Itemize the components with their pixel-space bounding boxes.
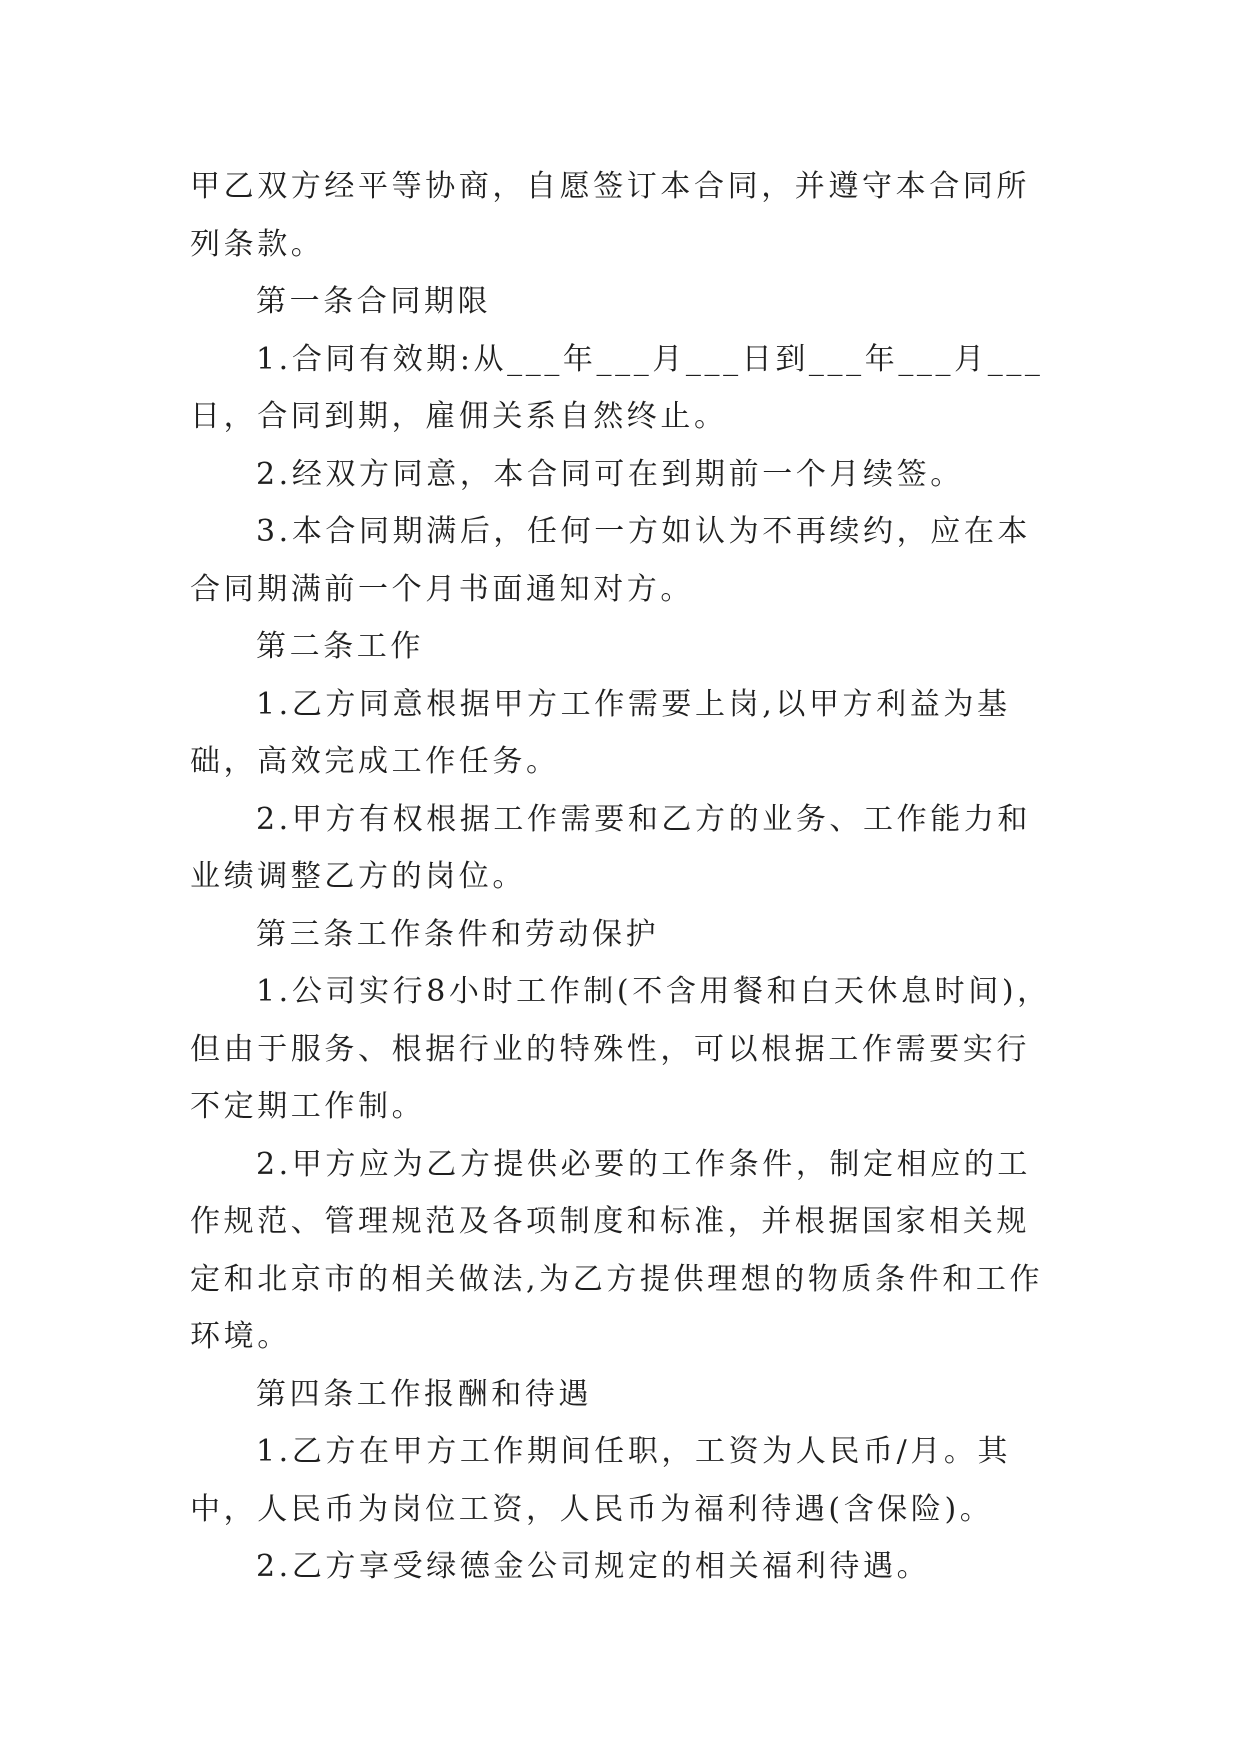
- heading-article-2: 第二条工作: [256, 629, 424, 664]
- paragraph-3-2: 2.甲方应为乙方提供必要的工作条件，制定相应的工作规范、管理规范及各项制度和标准，并根据国家相关规定和北京市的相关做法,为乙方提供理想的物质条件和工作环境。: [190, 1146, 1044, 1354]
- heading-article-1: 第一条合同期限: [256, 284, 492, 319]
- paragraph-1-3: 3.本合同期满后，任何一方如认为不再续约，应在本合同期满前一个月书面通知对方。: [190, 514, 1032, 607]
- paragraph-intro: 甲乙双方经平等协商，自愿签订本合同，并遵守本合同所列条款。: [190, 169, 1030, 262]
- paragraph-2-1: 1.乙方同意根据甲方工作需要上岗,以甲方利益为基础，高效完成工作任务。: [190, 686, 1011, 779]
- paragraph-1-1: 1.合同有效期:从___年___月___日到___年___月___日，合同到期，雇佣关系自然终止。: [190, 341, 1044, 434]
- paragraph-2-2: 2.甲方有权根据工作需要和乙方的业务、工作能力和业绩调整乙方的岗位。: [190, 801, 1032, 894]
- paragraph-4-2: 2.乙方享受绿德金公司规定的相关福利待遇。: [256, 1549, 931, 1584]
- heading-article-3: 第三条工作条件和劳动保护: [256, 916, 660, 952]
- contract-body: [190, 158, 1060, 1596]
- paragraph-1-2: 2.经双方同意，本合同可在到期前一个月续签。: [256, 456, 964, 492]
- paragraph-4-1: 1.乙方在甲方工作期间任职，工资为人民币/月。其中，人民币为岗位工资，人民币为福利待遇(含保险)。: [190, 1434, 1012, 1527]
- paragraph-3-1: 1.公司实行8小时工作制(不含用餐和白天休息时间)，但由于服务、根据行业的特殊性，可以根据工作需要实行不定期工作制。: [190, 974, 1051, 1124]
- heading-article-4: 第四条工作报酬和待遇: [256, 1376, 592, 1412]
